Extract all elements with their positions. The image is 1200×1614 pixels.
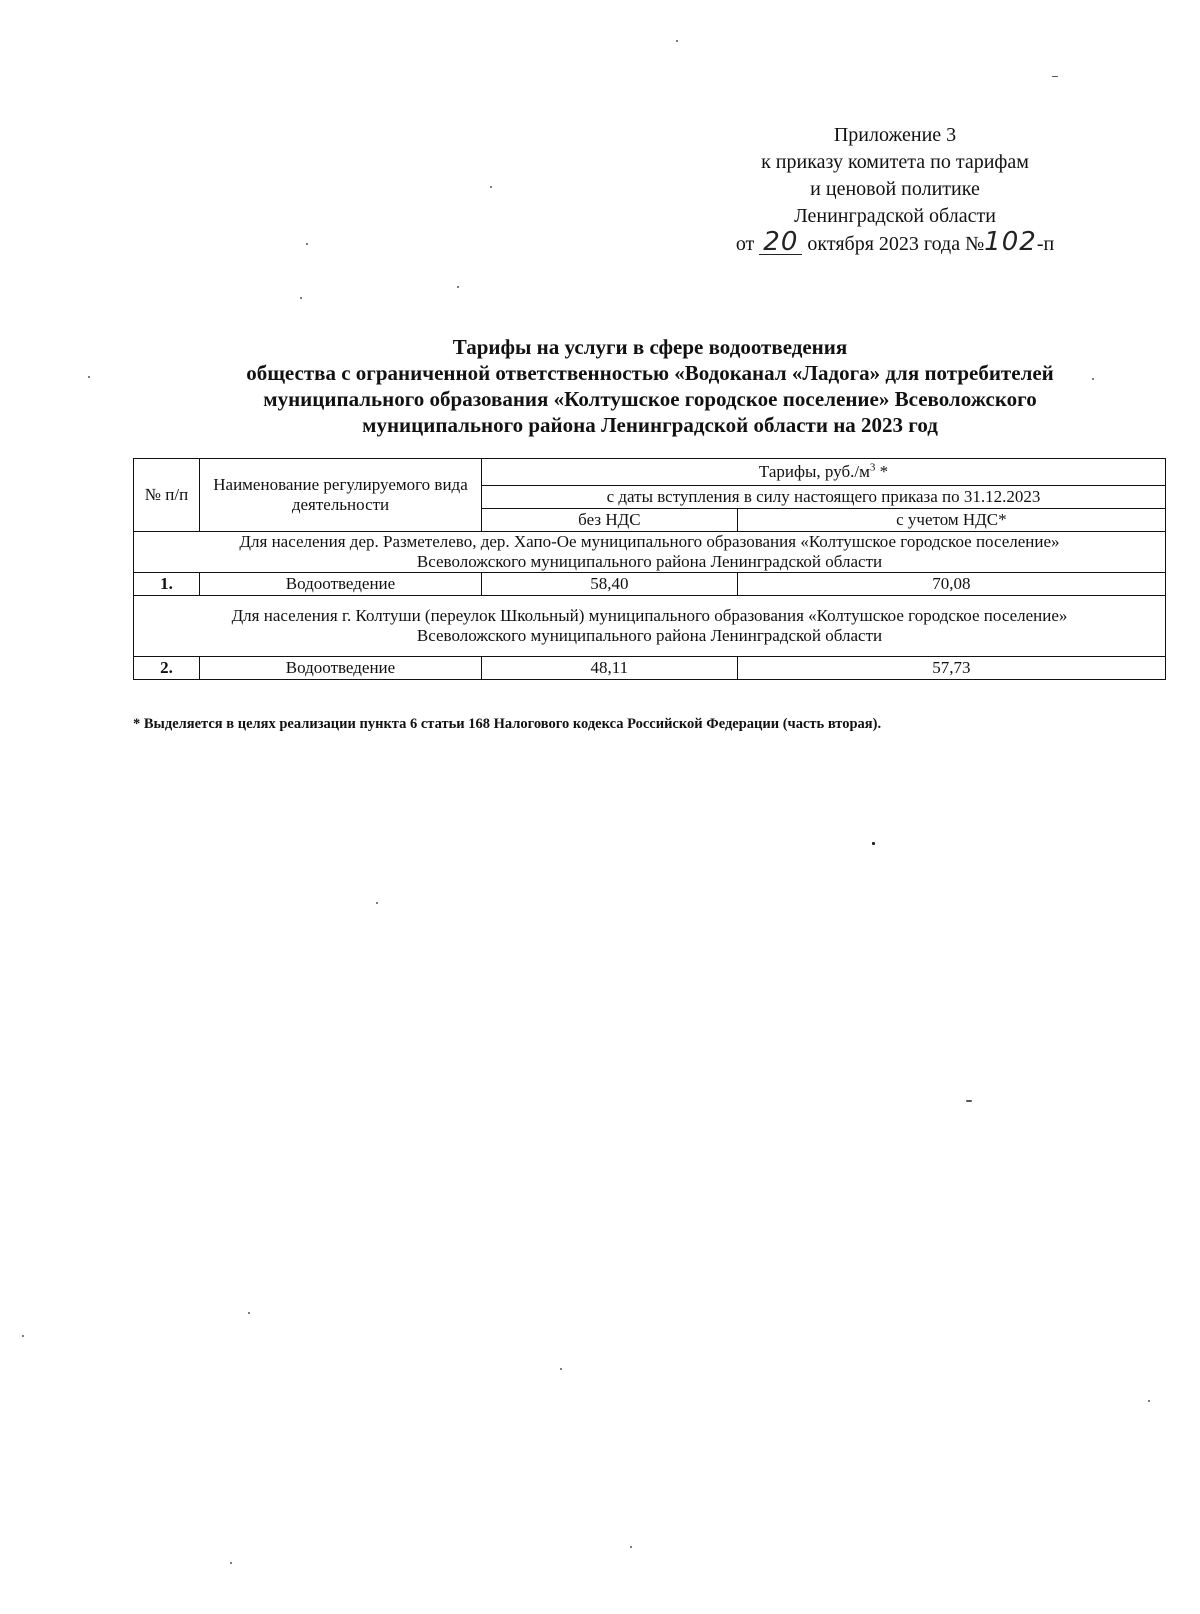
row-with-vat: 70,08 [737,573,1165,596]
scan-speck [490,186,492,188]
row-no-vat: 48,11 [482,657,738,680]
scan-speck [22,1335,24,1337]
handwritten-day: 20 [759,230,802,255]
scan-speck [457,286,459,288]
number-suffix: -п [1036,233,1055,255]
header-tariffs-mark: * [875,462,889,481]
scan-speck [1052,76,1058,77]
tariffs-table [133,458,1166,680]
section-line-1: Для населения г. Колтуши (переулок Школьный) муниципального образования «Колтушское городское поселение» [231,606,1068,625]
table-row [134,573,1166,596]
header-tariffs-text: Тарифы, руб./м [758,462,870,481]
scan-speck [630,1546,632,1548]
row-name: Водоотведение [200,657,482,680]
title-line-3: муниципального образования «Колтушское городское поселение» Всеволожского [263,387,1037,411]
section-line-1: Для населения дер. Разметелево, дер. Хапо-Ое муниципального образования «Колтушское городское поселение» [239,532,1060,551]
scan-speck [1148,1400,1150,1402]
date-prefix: от [735,233,755,255]
footnote: * Выделяется в целях реализации пункта 6 статьи 168 Налогового кодекса Российской Федерации (часть вторая). [133,716,882,732]
appendix-line-4: Ленинградской области [794,205,996,227]
date-middle: октября 2023 года № [807,233,985,255]
row-num: 2. [134,657,200,680]
section-heading [134,596,1166,657]
appendix-line-2: к приказу комитета по тарифам [761,151,1029,173]
title-line-1: Тарифы на услуги в сфере водоотведения [452,335,848,359]
scan-speck [676,40,678,42]
scan-speck [306,243,308,245]
section-row [134,532,1166,573]
header-tariffs-sup: 3 [869,461,876,474]
scan-speck [376,902,378,904]
row-no-vat: 58,40 [482,573,738,596]
scan-speck [872,842,875,845]
scan-speck [248,1312,250,1314]
title-line-4: муниципального района Ленинградской области на 2023 год [362,413,938,437]
row-with-vat: 57,73 [737,657,1165,680]
section-line-2: Всеволожского муниципального района Ленинградской области [416,626,883,645]
handwritten-order-number: 102 [984,227,1037,257]
header-period: с даты вступления в силу настоящего приказа по 31.12.2023 [482,486,1166,509]
section-heading [134,532,1166,573]
scan-speck [1092,378,1094,380]
table-row [134,657,1166,680]
scan-speck [230,1562,232,1564]
header-activity: Наименование регулируемого вида деятельности [200,459,482,532]
header-row-1 [134,459,1166,486]
section-line-2: Всеволожского муниципального района Ленинградской области [416,552,883,571]
scan-speck [300,297,302,299]
header-with-vat: с учетом НДС* [737,509,1165,532]
title-line-2: общества с ограниченной ответственностью «Водоканал «Ладога» для потребителей [246,361,1054,385]
document-title [130,334,1170,438]
row-name: Водоотведение [200,573,482,596]
header-num: № п/п [134,459,200,532]
section-row [134,596,1166,657]
scan-speck [966,1100,972,1102]
appendix-date-line [700,227,1090,258]
scan-speck [88,376,90,378]
header-tariffs [482,459,1166,486]
appendix-line-3: и ценовой политике [810,178,980,200]
appendix-line-1: Приложение 3 [833,124,957,146]
scan-speck [560,1368,562,1370]
appendix-block [700,122,1090,258]
header-no-vat: без НДС [482,509,738,532]
row-num: 1. [134,573,200,596]
